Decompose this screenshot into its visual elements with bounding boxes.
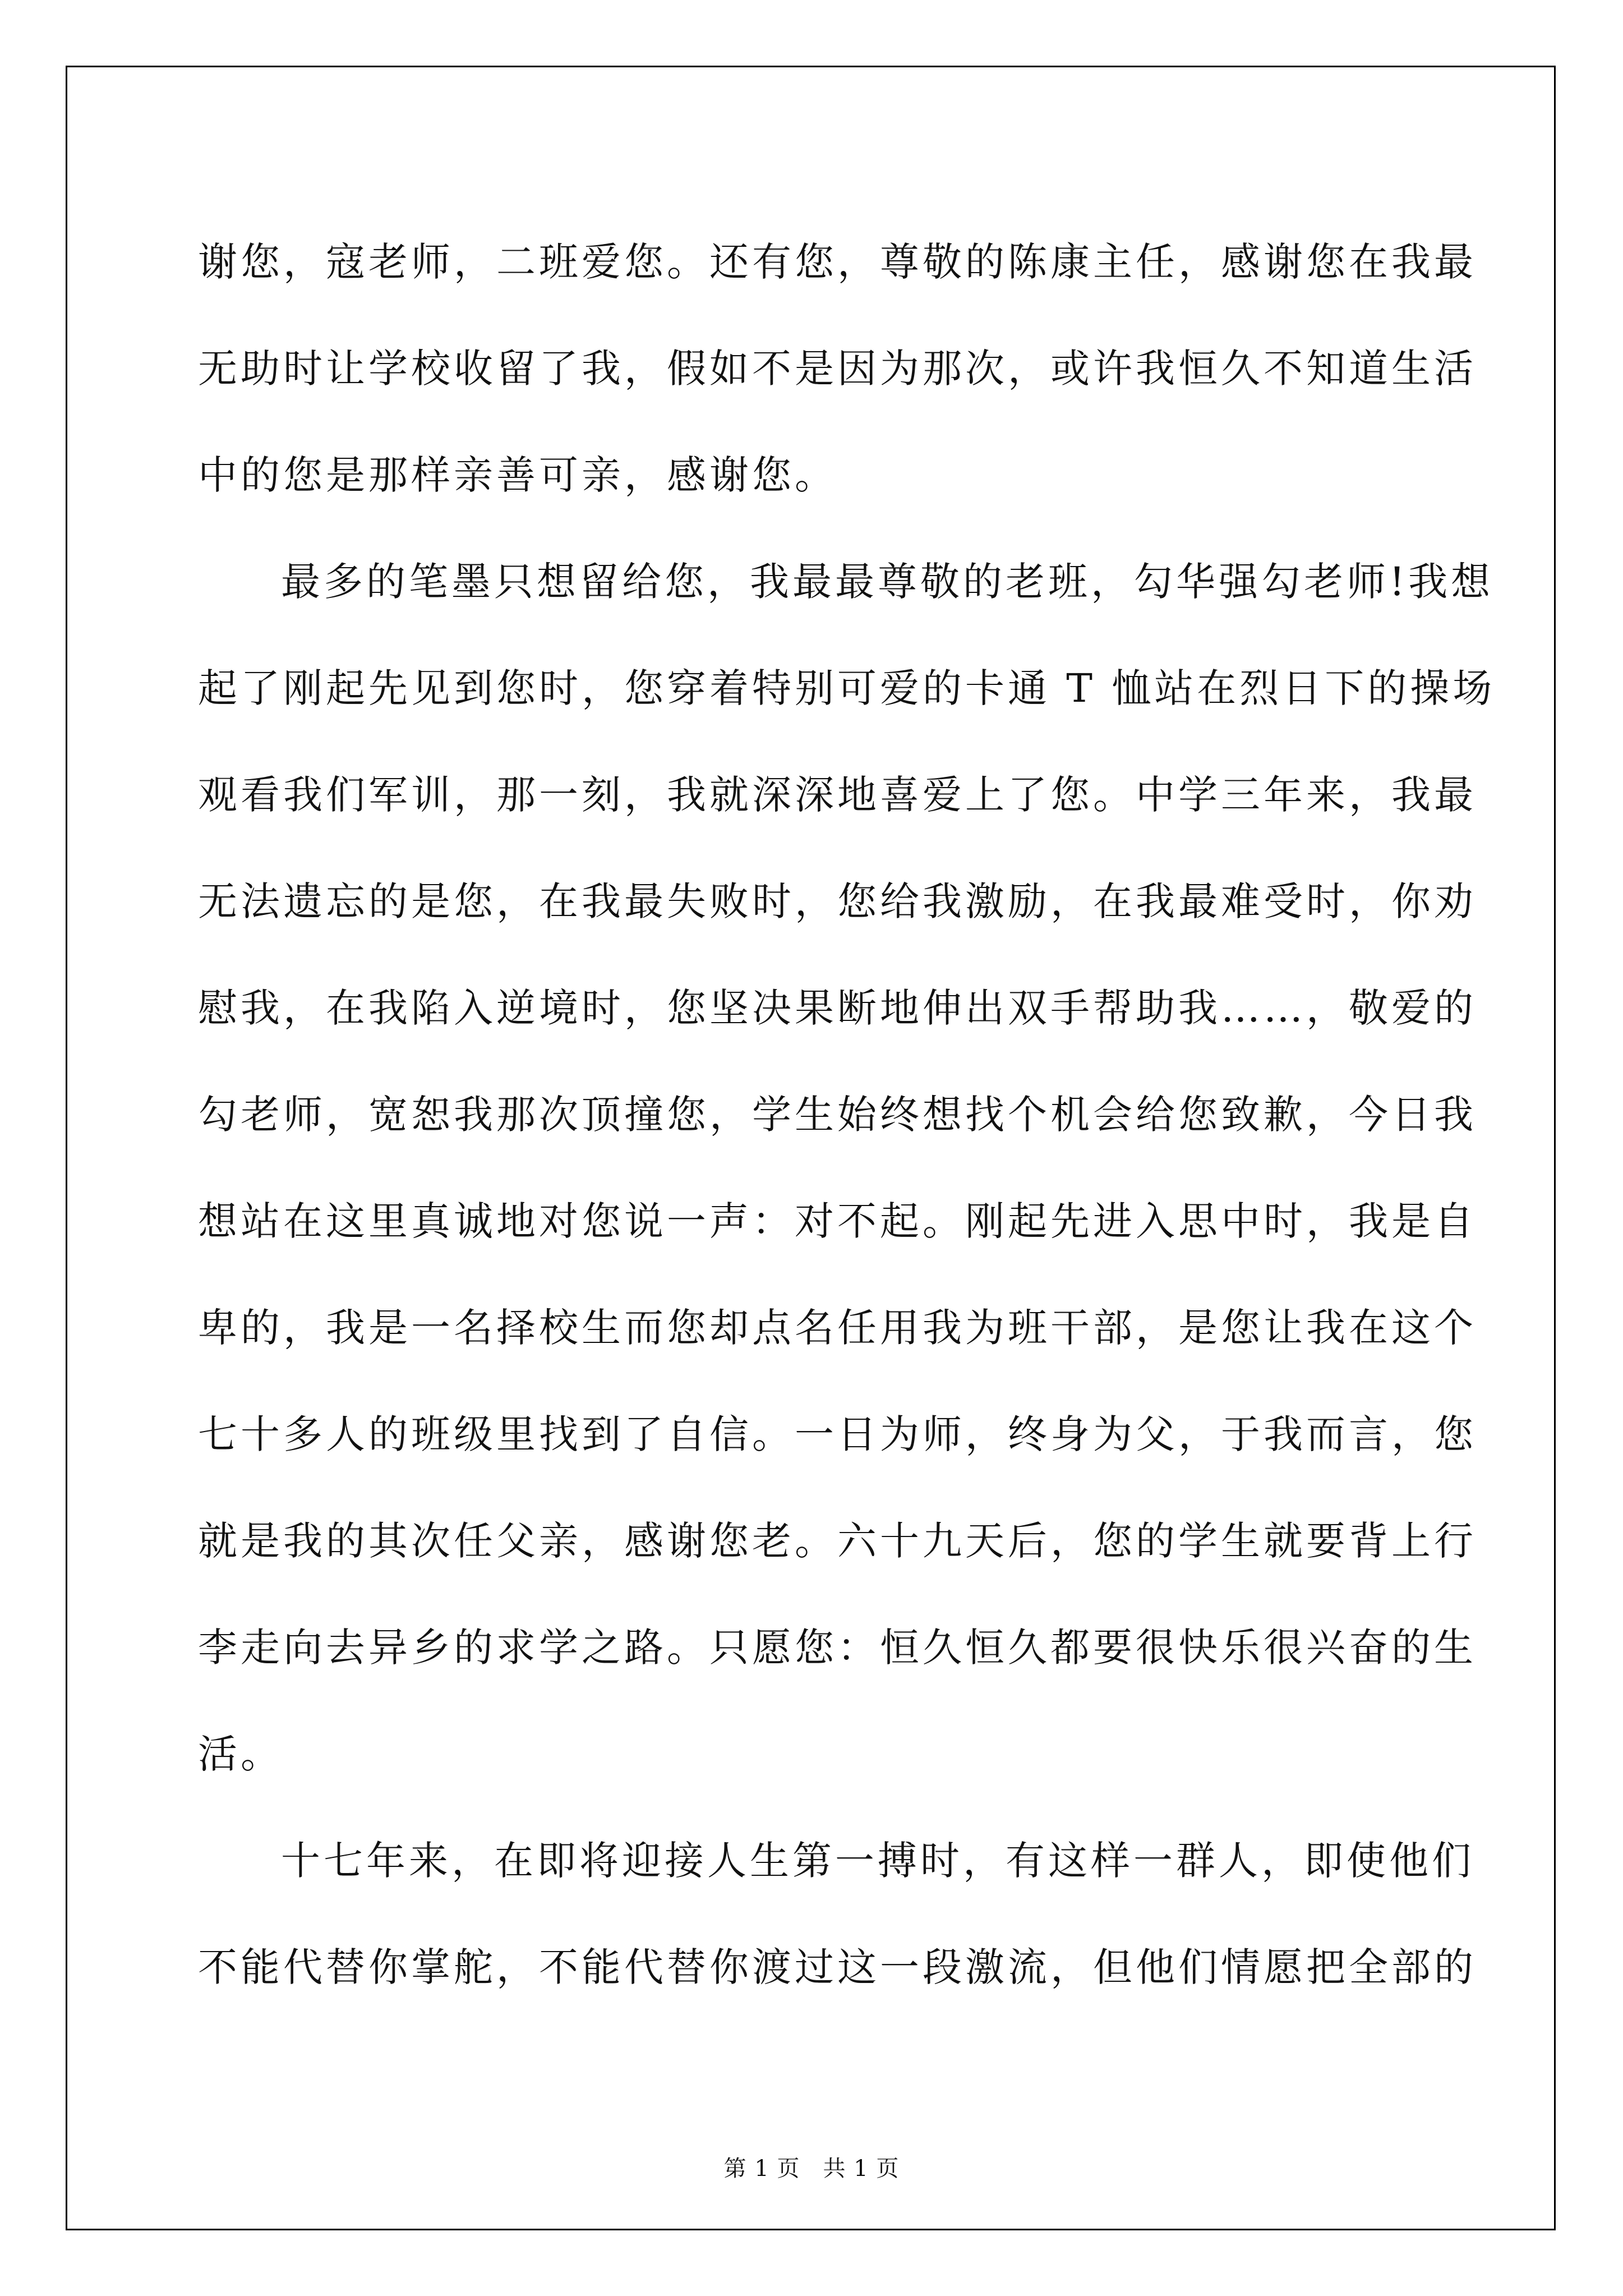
text-line: 不能代替你掌舵，不能代替你渡过这一段激流，但他们情愿把全部的	[198, 1944, 1477, 1990]
text-line: 谢您，寇老师，二班爱您。还有您，尊敬的陈康主任，感谢您在我最	[198, 239, 1477, 285]
text-line: 无助时让学校收留了我，假如不是因为那次，或许我恒久不知道生活	[198, 346, 1477, 392]
text-line: 想站在这里真诚地对您说一声：对不起。刚起先进入思中时，我是自	[198, 1198, 1477, 1244]
paragraph-start-line: 十七年来，在即将迎接人生第一搏时，有这样一群人，即使他们	[281, 1838, 1474, 1884]
text-line: 慰我，在我陷入逆境时，您坚决果断地伸出双手帮助我……，敬爱的	[198, 985, 1477, 1031]
document-body	[198, 209, 1496, 2021]
text-line: 观看我们军训，那一刻，我就深深地喜爱上了您。中学三年来，我最	[198, 772, 1477, 818]
text-line: 李走向去异乡的求学之路。只愿您：恒久恒久都要很快乐很兴奋的生	[198, 1625, 1477, 1671]
text-line: 无法遗忘的是您，在我最失败时，您给我激励，在我最难受时，你劝	[198, 878, 1477, 924]
text-line: 起了刚起先见到您时，您穿着特别可爱的卡通 T 恤站在烈日下的操场	[198, 665, 1496, 711]
text-line: 中的您是那样亲善可亲，感谢您。	[198, 452, 837, 498]
page-footer: 第 1 页 共 1 页	[723, 2156, 900, 2182]
text-line: 卑的，我是一名择校生而您却点名任用我为班干部，是您让我在这个	[198, 1305, 1477, 1351]
text-line: 就是我的其次任父亲，感谢您老。六十九天后，您的学生就要背上行	[198, 1518, 1477, 1564]
text-line: 勾老师，宽恕我那次顶撞您，学生始终想找个机会给您致歉，今日我	[198, 1092, 1477, 1138]
text-line: 活。	[198, 1731, 283, 1777]
paragraph-start-line: 最多的笔墨只想留给您，我最最尊敬的老班，勾华强勾老师!我想	[281, 559, 1494, 605]
text-line: 七十多人的班级里找到了自信。一日为师，终身为父，于我而言，您	[198, 1411, 1477, 1457]
